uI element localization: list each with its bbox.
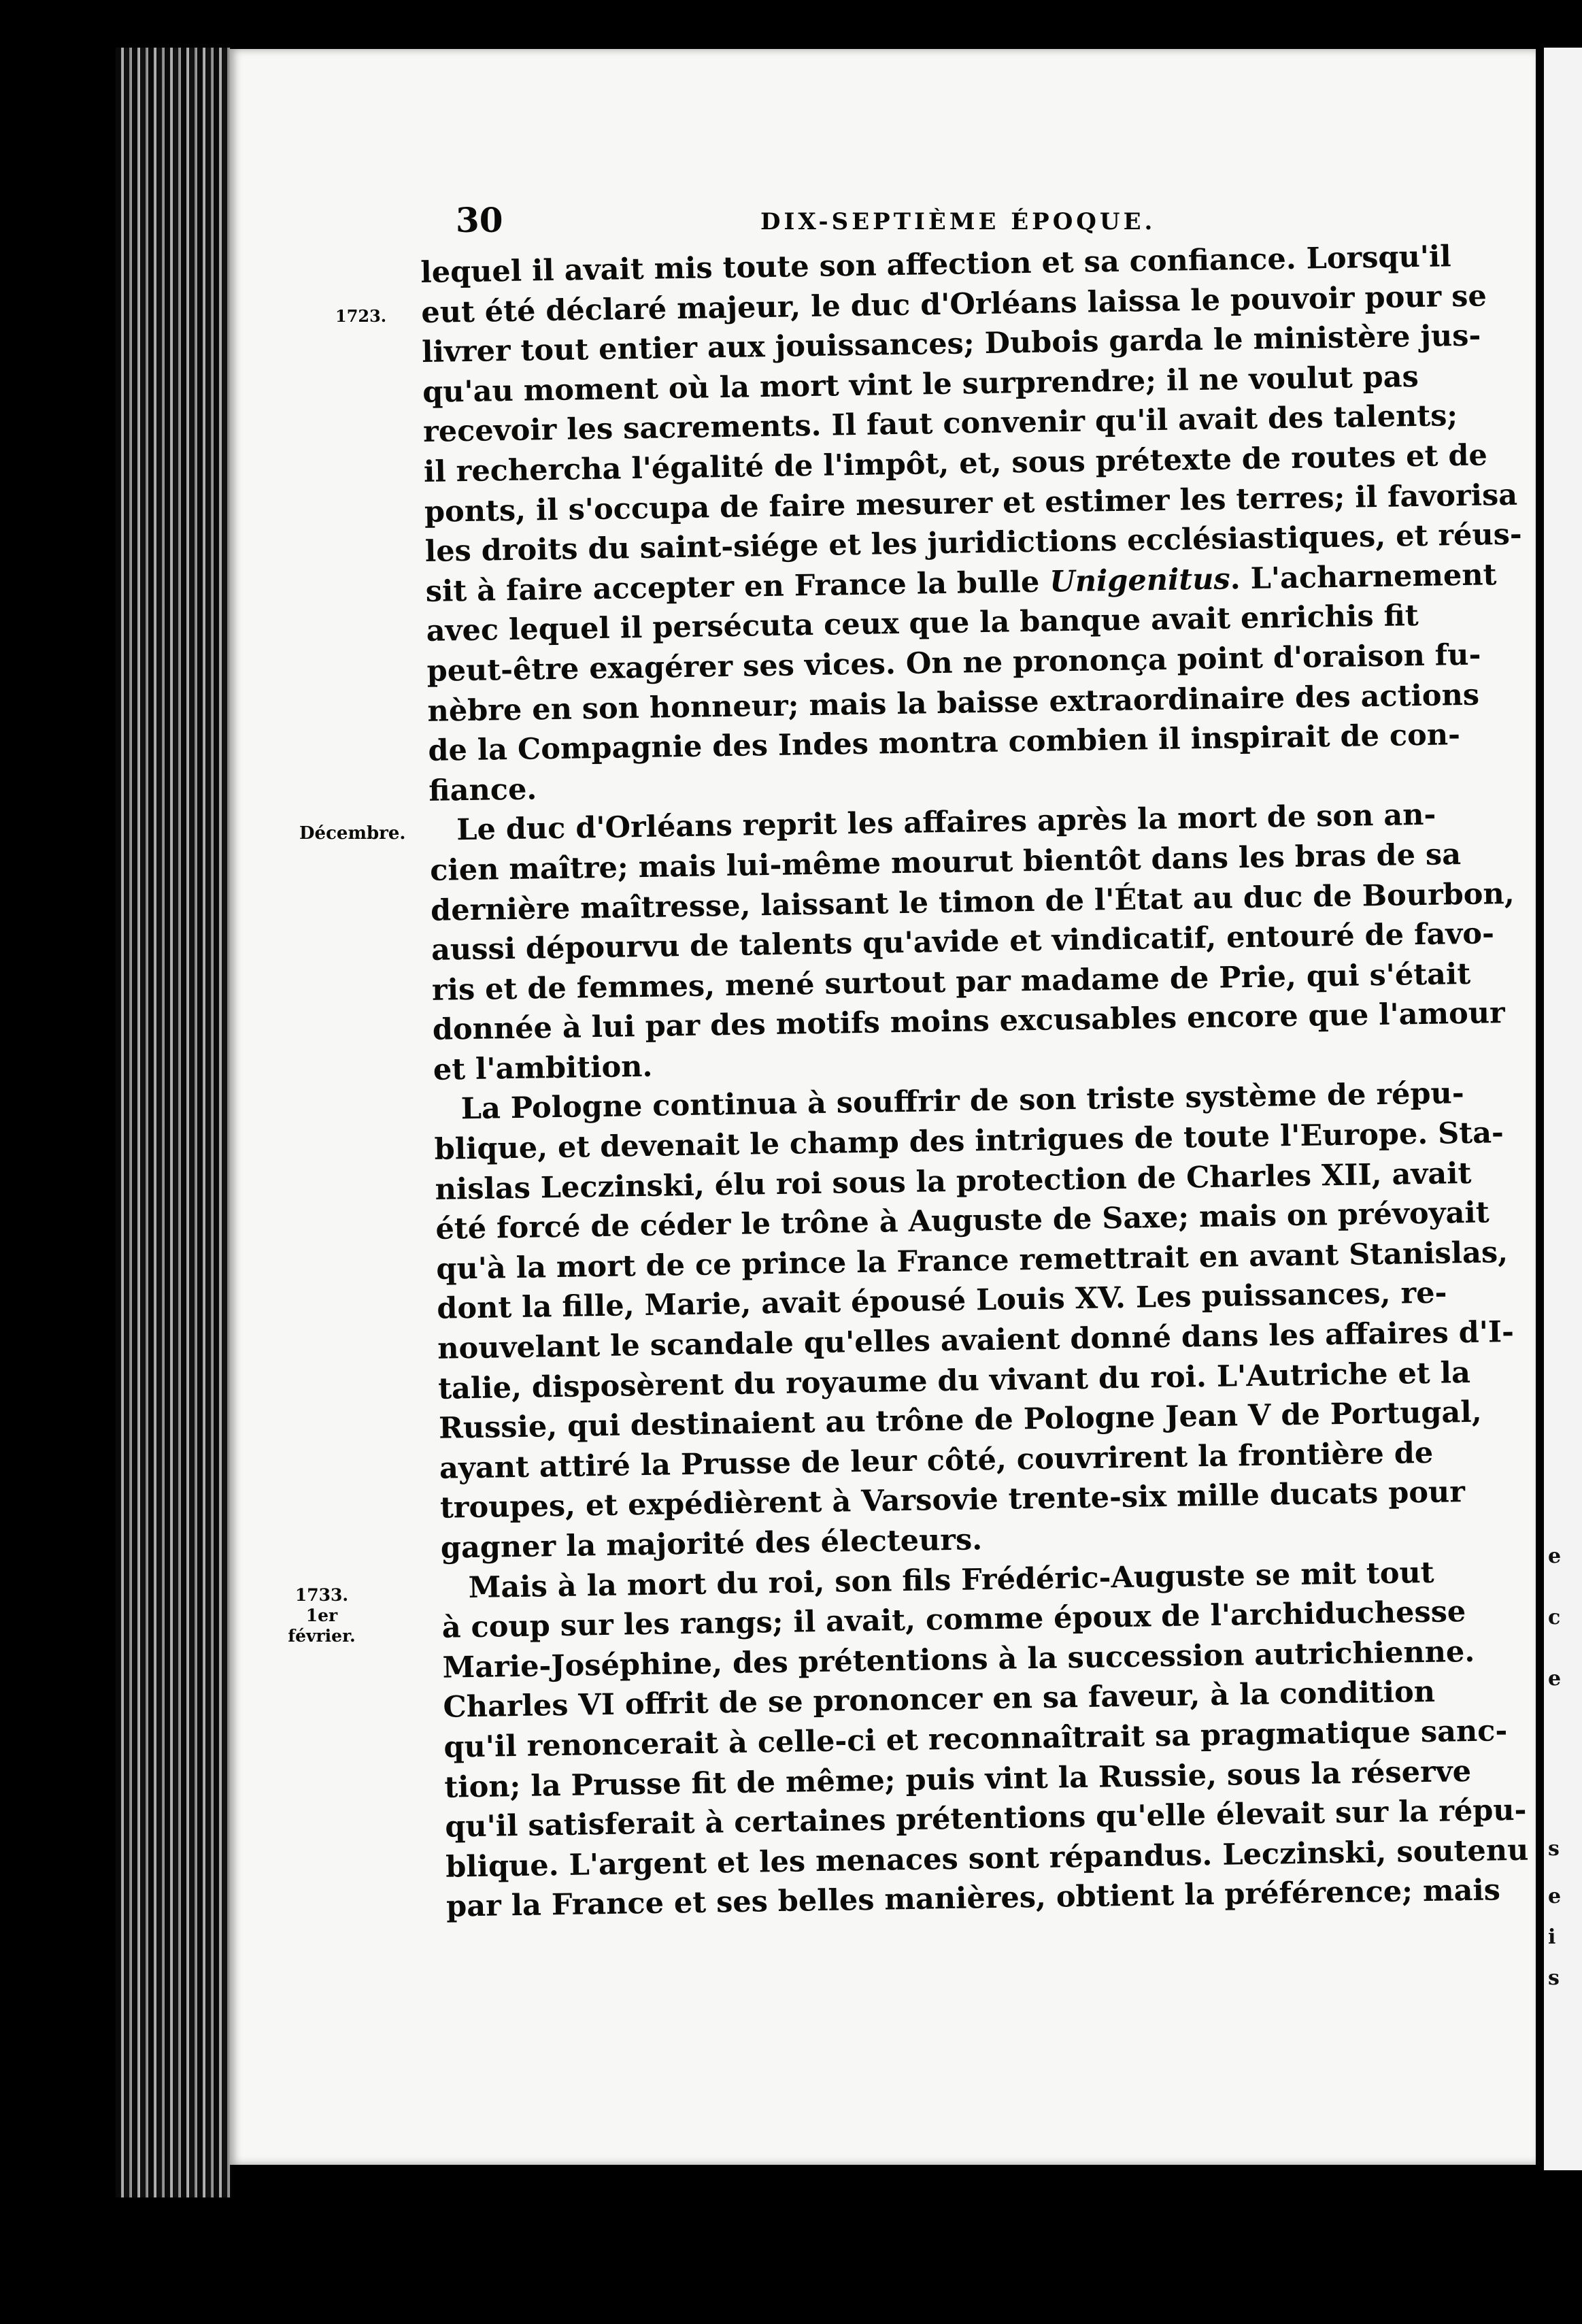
text-line: nouvelant le scandale qu'elles avaient donné dans les affaires d'I-	[437, 1314, 1515, 1366]
text-line: blique, et devenait le champ des intrigues de toute l'Europe. Sta-	[434, 1116, 1504, 1167]
text-line: qu'à la mort de ce prince la France remettrait en avant Stanislas,	[436, 1235, 1509, 1286]
text-line: et l'ambition.	[433, 1049, 653, 1087]
text-line: donnée à lui par des motifs moins excusables encore que l'amour	[432, 996, 1506, 1048]
text-line: eut été déclaré majeur, le duc d'Orléans laissa le pouvoir pour se	[420, 278, 1487, 330]
text-segment: . L'acharnement	[1230, 557, 1497, 597]
running-title: DIX-SEPTIÈME ÉPOQUE.	[760, 208, 1156, 235]
text-line: Le duc d'Orléans reprit les affaires après la mort de son an-	[456, 797, 1436, 848]
adjacent-fragment: e	[1548, 1885, 1562, 1908]
text-line: qu'il satisferait à certaines prétentions qu'elle élevait sur la répu-	[444, 1793, 1527, 1844]
text-line: qu'il renoncerait à celle-ci et reconnaîtrait sa pragmatique sanc-	[443, 1714, 1508, 1765]
text-line: ponts, il s'occupa de faire mesurer et estimer les terres; il favorisa	[424, 478, 1518, 529]
text-line: ayant attiré la Prusse de leur côté, couvrirent la frontière de	[439, 1435, 1434, 1486]
text-line: été forcé de céder le trône à Auguste de Saxe; mais on prévoyait	[435, 1195, 1490, 1247]
text-line: livrer tout entier aux jouissances; Dubois garda le ministère jus-	[421, 318, 1481, 370]
page-number: 30	[456, 200, 503, 240]
text-line: aussi dépourvu de talents qu'avide et vindicatif, entouré de favo-	[431, 916, 1495, 967]
adjacent-fragment: c	[1548, 1606, 1561, 1629]
margin-note-year: 1723.	[335, 306, 387, 326]
text-line: avec lequel il persécuta ceux que la banque avait enrichis fit	[426, 599, 1419, 649]
text-line: qu'au moment où la mort vint le surprendre; il ne voulut pas	[422, 359, 1419, 410]
text-line: fiance.	[428, 772, 537, 808]
text-line: nislas Leczinski, élu roi sous la protection de Charles XII, avait	[435, 1156, 1472, 1207]
text-line: troupes, et expédièrent à Varsovie trente-six mille ducats pour	[439, 1475, 1466, 1526]
text-line: blique. L'argent et les menaces sont répandus. Leczinski, soutenu	[445, 1833, 1529, 1885]
text-line: cien maître; mais lui-même mourut bientôt dans les bras de sa	[429, 837, 1462, 888]
text-line: par la France et ses belles manières, obtient la préférence; mais	[445, 1873, 1501, 1925]
text-line: ris et de femmes, mené surtout par madame de Prie, qui s'était	[431, 957, 1471, 1008]
adjacent-page	[1544, 48, 1582, 2170]
italic-title: Unigenitus	[1049, 562, 1231, 599]
text-line: dernière maîtresse, laissant le timon de l'État au duc de Bourbon,	[430, 876, 1515, 928]
book-page-edges	[116, 48, 231, 2197]
text-line: tion; la Prusse fit de même; puis vint la Russie, sous la réserve	[444, 1754, 1472, 1805]
text-line: de la Compagnie des Indes montra combien il inspirait de con-	[428, 718, 1461, 769]
adjacent-fragment: s	[1548, 1966, 1560, 1990]
text-line: lequel il avait mis toute son affection et sa confiance. Lorsqu'il	[420, 239, 1451, 290]
adjacent-fragment: s	[1548, 1837, 1560, 1861]
text-line: Mais à la mort du roi, son fils Frédéric-Auguste se mit tout	[468, 1555, 1434, 1605]
margin-note-year: 1733.	[294, 1585, 349, 1605]
text-line: gagner la majorité des électeurs.	[440, 1523, 983, 1565]
book-page	[230, 49, 1536, 2165]
adjacent-fragment: e	[1548, 1544, 1562, 1568]
text-line: talie, disposèrent du royaume du vivant du roi. L'Autriche et la	[437, 1355, 1471, 1406]
text-line: les droits du saint-siége et les juridictions ecclésiastiques, et réus-	[424, 517, 1523, 569]
text-line: Russie, qui destinaient au trône de Pologne Jean V de Portugal,	[438, 1395, 1482, 1446]
text-segment: sit à faire accepter en France la bulle	[425, 565, 1050, 609]
margin-note-day: 1er février.	[288, 1606, 356, 1646]
text-line: à coup sur les rangs; il avait, comme époux de l'archiduchesse	[441, 1595, 1466, 1645]
margin-note-date	[271, 1585, 373, 1646]
text-line: Marie-Joséphine, des prétentions à la succession autrichienne.	[442, 1634, 1475, 1685]
body-text	[420, 238, 1529, 1927]
adjacent-fragment: i	[1548, 1925, 1556, 1949]
text-line: recevoir les sacrements. Il faut convenir qu'il avait des talents;	[422, 399, 1458, 450]
text-line: Charles VI offrit de se prononcer en sa faveur, à la condition	[443, 1675, 1436, 1725]
text-line: nèbre en son honneur; mais la baisse extraordinaire des actions	[427, 678, 1480, 729]
adjacent-fragment: e	[1548, 1667, 1562, 1691]
margin-note-month: Décembre.	[299, 823, 406, 844]
text-line: peut-être exagérer ses vices. On ne prononça point d'oraison fu-	[426, 637, 1481, 688]
text-line: La Pologne continua à souffrir de son triste système de répu-	[460, 1076, 1464, 1127]
text-line: il rechercha l'égalité de l'impôt, et, sous prétexte de routes et de	[423, 438, 1488, 489]
text-line: dont la fille, Marie, avait épousé Louis XV. Les puissances, re-	[436, 1276, 1447, 1327]
